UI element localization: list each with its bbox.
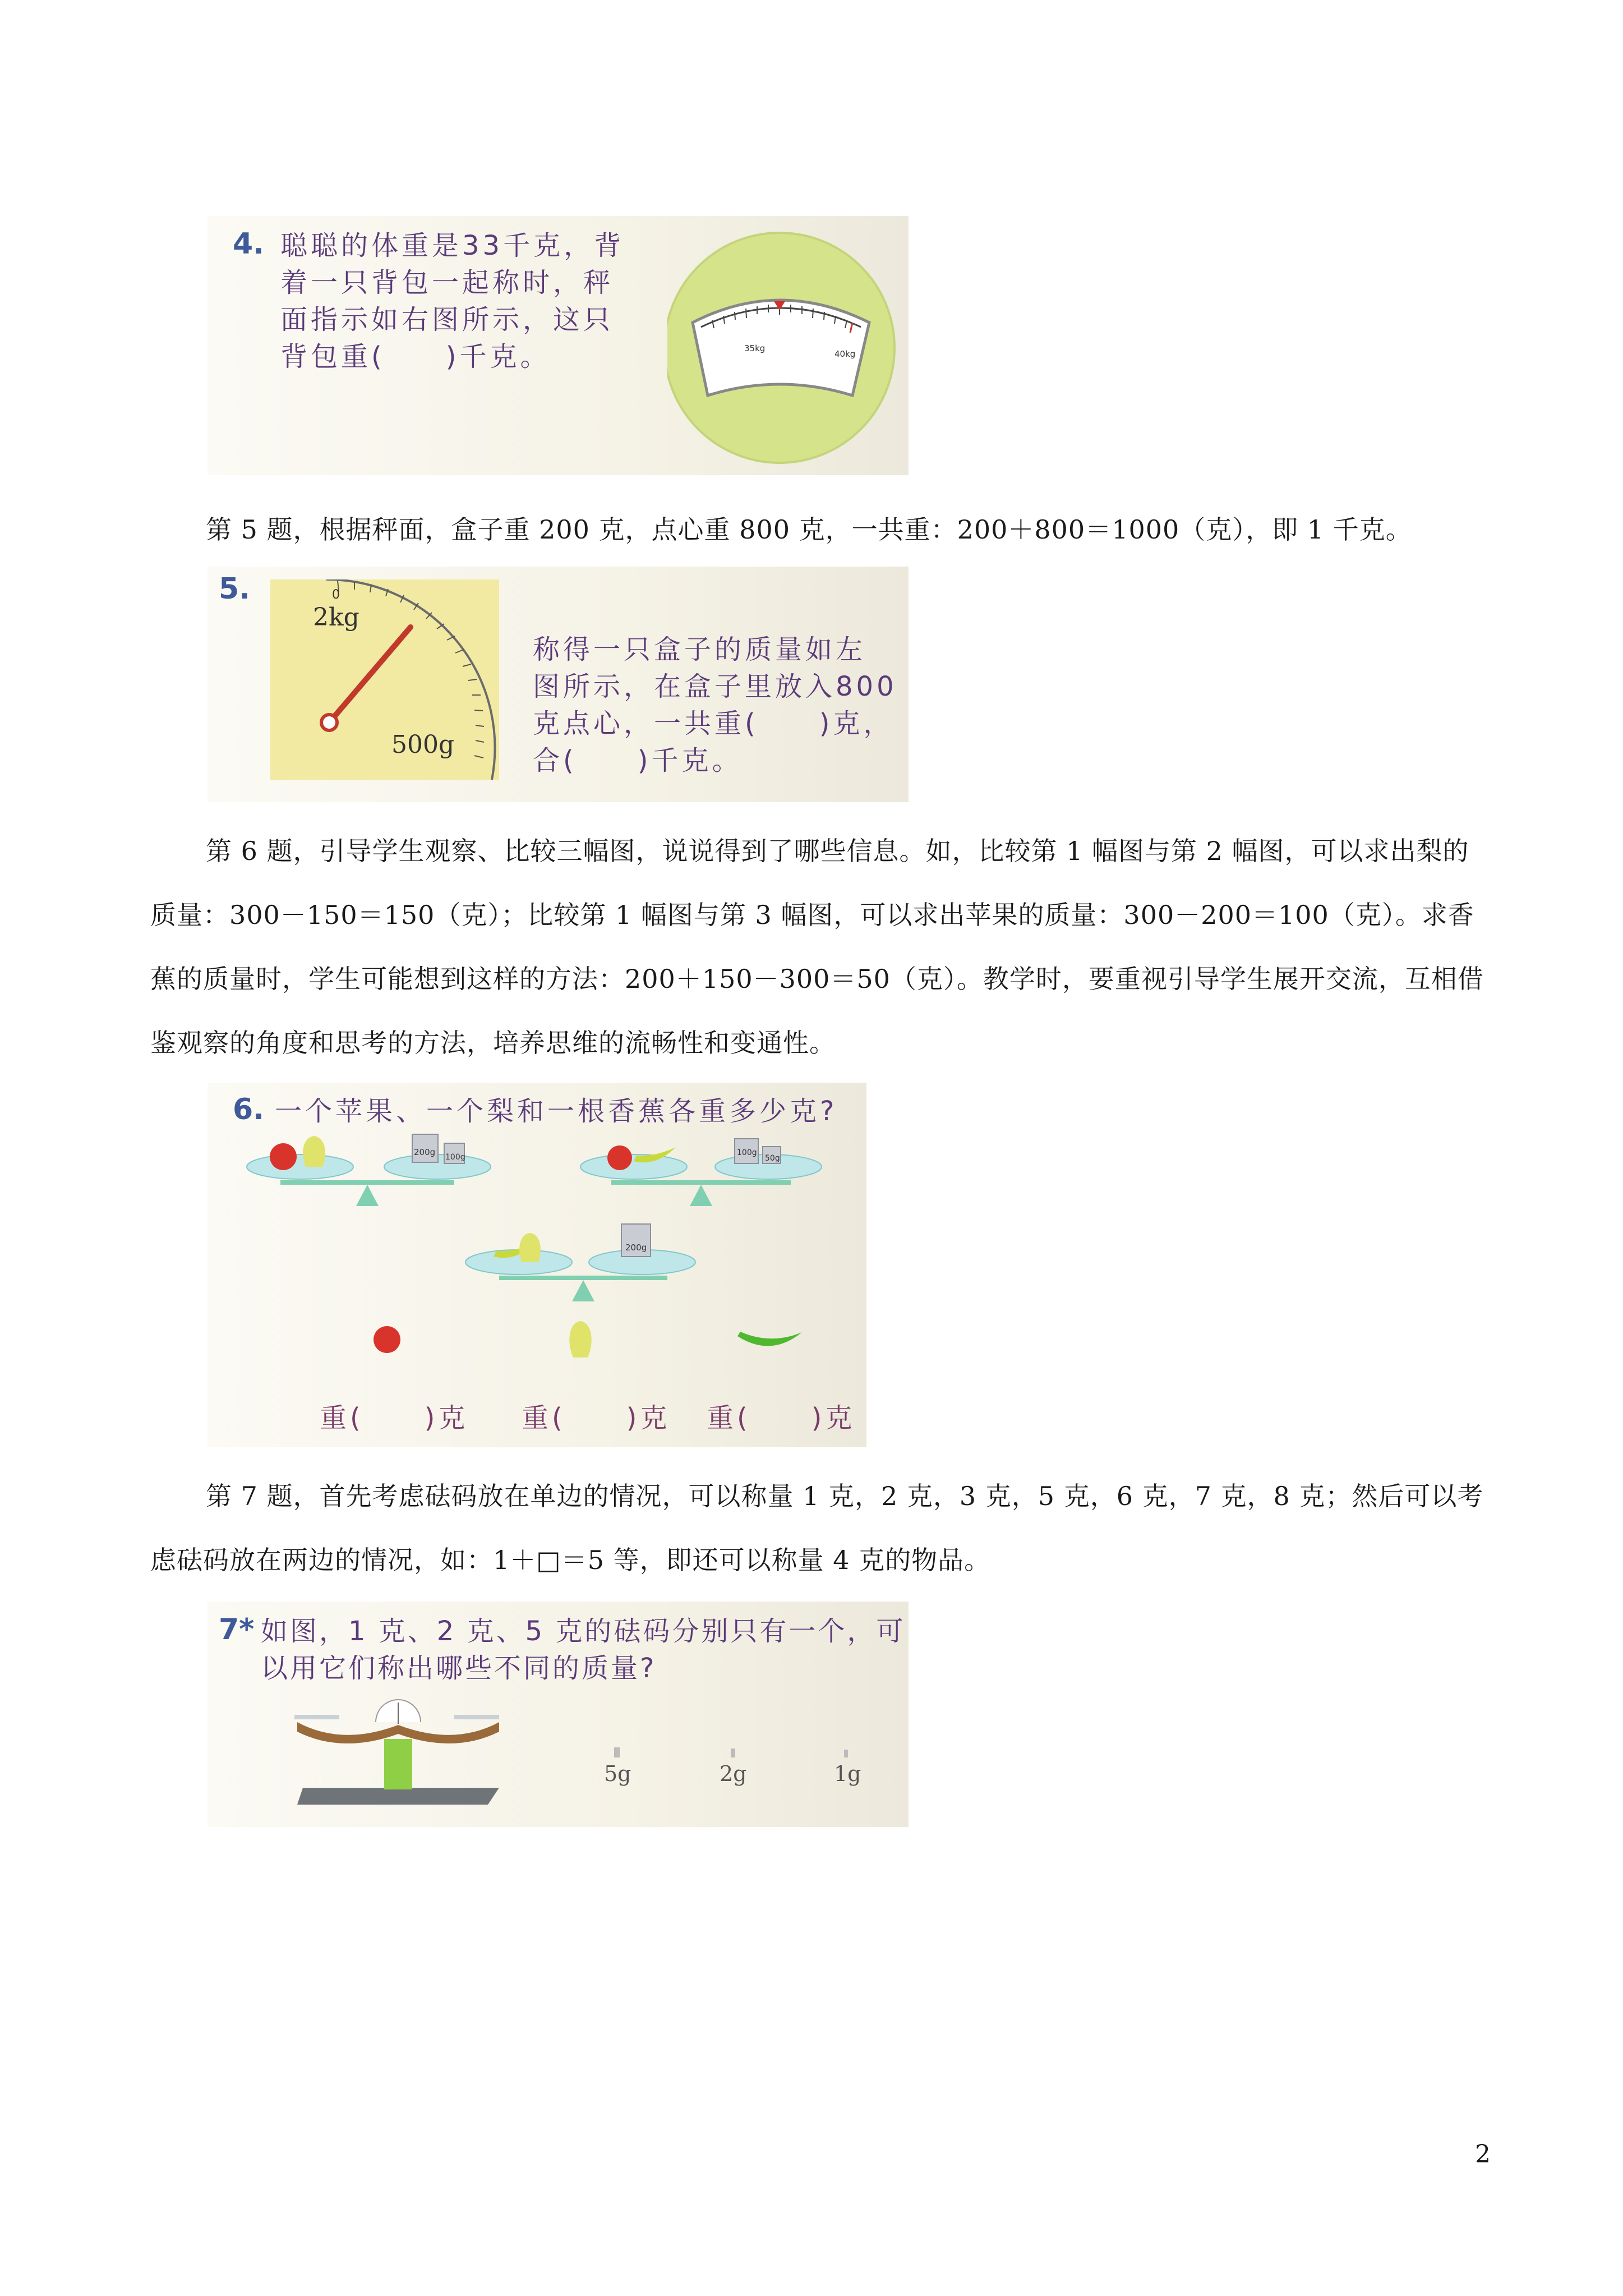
apple-icon	[374, 1326, 400, 1353]
question-5-card	[208, 567, 909, 802]
question-7-line-1: 如图，1 克、2 克、5 克的砝码分别只有一个，可	[261, 1616, 906, 1647]
balance-2	[580, 1139, 822, 1206]
dial-label-zero: 0	[332, 588, 340, 602]
weight-label-100g-1: 100g	[445, 1153, 465, 1162]
question-5-line-4: 合( )千克。	[533, 745, 743, 776]
question-4-line-3: 面指示如右图所示，这只	[280, 304, 614, 335]
explanation-question-6: 第 6 题，引导学生观察、比较三幅图，说说得到了哪些信息。如，比较第 1 幅图与第 2 幅图，可以求出梨的质量：300－150＝150（克）；比较第 1 幅图与第 3 幅图，可以求出苹果的质量：300－200＝100（克）。求香蕉的质量时，学生可能想到这样的方法：200＋150－300＝50（克）。教学时，要重视引导学生展开交流，互相借鉴观察的角度和思考的方法，培养思维的流畅性和变通性。	[150, 836, 1484, 1058]
weight-label-50g-2: 50g	[765, 1154, 780, 1163]
question-6-text: 一个苹果、一个梨和一根香蕉各重多少克?	[275, 1096, 838, 1127]
question-5-line-2: 图所示，在盒子里放入800	[533, 671, 897, 702]
question-7-card	[208, 1602, 909, 1827]
question-4-line-2: 着一只背包一起称时，秤	[280, 267, 614, 298]
scale-label-40kg: 40kg	[834, 349, 856, 359]
question-4-line-4: 背包重( )千克。	[280, 341, 551, 372]
pear-icon	[569, 1321, 591, 1358]
question-5-line-1: 称得一只盒子的质量如左	[533, 634, 866, 665]
balance-1	[247, 1134, 491, 1206]
dial-label-500g: 500g	[391, 730, 455, 759]
bathroom-scale-illustration	[667, 216, 909, 475]
explanation-question-7: 第 7 题，首先考虑砝码放在单边的情况，可以称量 1 克，2 克，3 克，5 克，6 克，7 克，8 克；然后可以考虑砝码放在两边的情况，如：1＋□＝5 等，即还可以称量 4 克的物品。	[150, 1481, 1484, 1575]
balance-with-weights-illustration	[208, 1680, 909, 1827]
question-5-line-3: 克点心，一共重( )克，	[533, 708, 894, 739]
weight-label-1g: 1g	[834, 1761, 861, 1786]
question-6-number: 6.	[233, 1093, 264, 1126]
question-7-line-2: 以用它们称出哪些不同的质量?	[261, 1653, 657, 1684]
question-6-card	[208, 1083, 866, 1447]
explanation-question-5: 第 5 题，根据秤面，盒子重 200 克，点心重 800 克，一共重：200＋800＝1000（克），即 1 千克。	[206, 514, 1412, 545]
question-5-number: 5.	[219, 572, 250, 606]
scale-label-35kg: 35kg	[744, 343, 766, 353]
weight-label-100g-2: 100g	[737, 1148, 757, 1157]
weight-label-5g: 5g	[604, 1761, 631, 1786]
question-4-number: 4.	[233, 227, 264, 261]
answer-blank-pear: 重( )克	[522, 1402, 671, 1434]
weight-label-2g: 2g	[720, 1761, 747, 1786]
question-4-card	[208, 216, 909, 475]
dial-label-2kg: 2kg	[313, 603, 359, 632]
page-number: 2	[1475, 2140, 1491, 2169]
question-7-number: 7*	[219, 1613, 255, 1646]
balance-3	[465, 1224, 695, 1301]
weight-label-200g-1: 200g	[414, 1147, 436, 1157]
question-4-line-1: 聪聪的体重是33千克，背	[280, 230, 625, 261]
dial-scale-illustration	[270, 579, 499, 780]
answer-blank-apple: 重( )克	[320, 1402, 469, 1434]
answer-blank-banana: 重( )克	[707, 1402, 856, 1434]
banana-icon	[737, 1332, 802, 1346]
weight-label-200g-3: 200g	[625, 1243, 647, 1253]
